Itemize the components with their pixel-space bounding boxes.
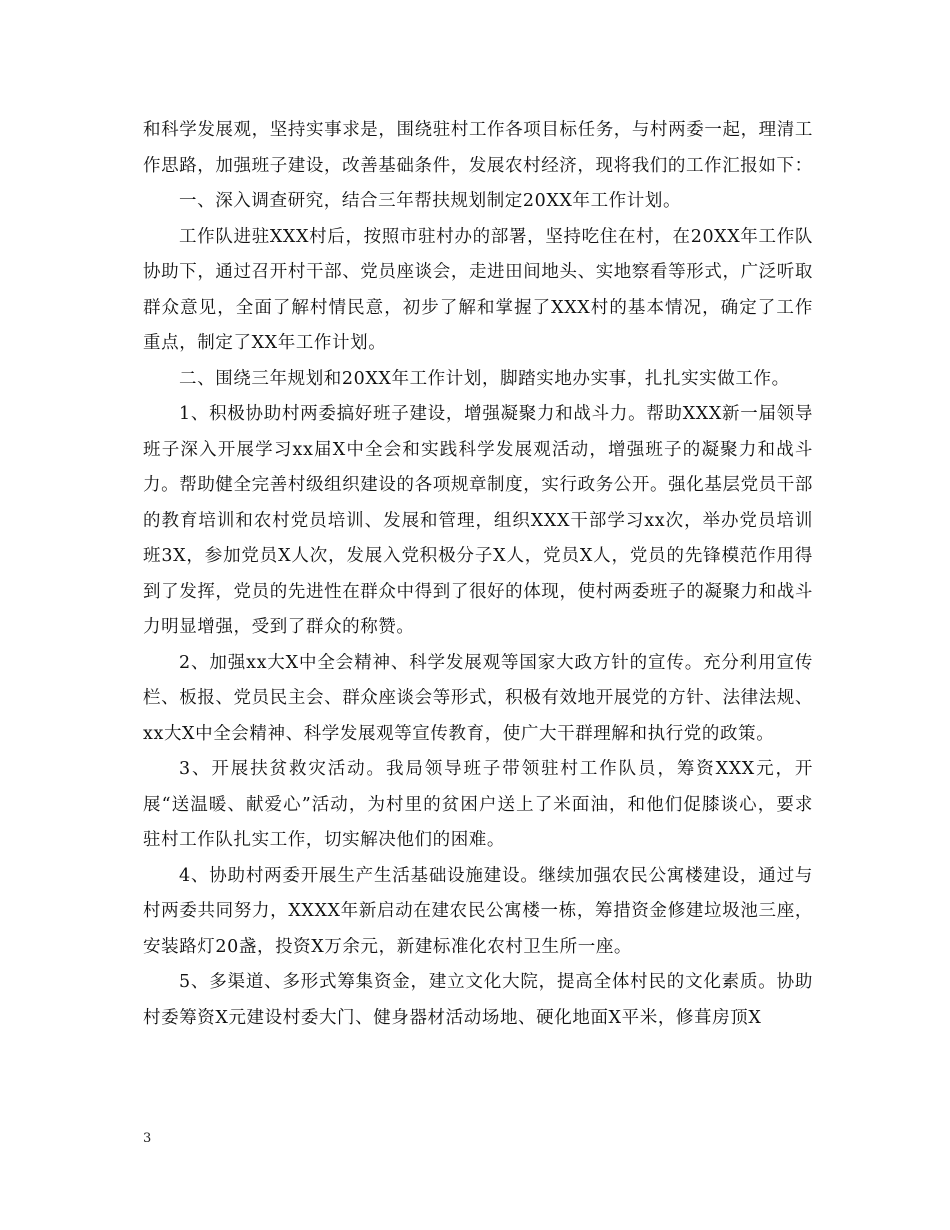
heading-section-2: 二、围绕三年规划和20XX年工作计划，脚踏实地办实事，扎扎实实做工作。 (179, 368, 790, 389)
heading-section-1: 一、深入调查研究，结合三年帮扶规划制定20XX年工作计划。 (179, 191, 682, 211)
paragraph-item-5: 5、多渠道、多形式筹集资金，建立文化大院，提高全体村民的文化素质。协助村委筹资X元建设村委大门、健身器材活动场地、硬化地面X平米，修葺房顶X (143, 972, 813, 1028)
paragraph-item-4: 4、协助村两委开展生产生活基础设施建设。继续加强农民公寓楼建设，通过与村两委共同努力，XXXX年新启动在建农民公寓楼一栋，筹措资金修建垃圾池三座，安装路灯20盏，投资X万余元，新建标准化农村卫生所一座。 (143, 865, 813, 957)
paragraph-section-1: 工作队进驻XXX村后，按照市驻村办的部署，坚持吃住在村，在20XX年工作队协助下，通过召开村干部、党员座谈会，走进田间地头、实地察看等形式，广泛听取群众意见，全面了解村情民意，初步了解和掌握了XXX村的基本情况，确定了工作重点，制定了XX年工作计划。 (143, 226, 813, 353)
paragraph-item-2: 2、加强xx大X中全会精神、科学发展观等国家大政方针的宣传。充分利用宣传栏、板报、党员民主会、群众座谈会等形式，积极有效地开展党的方针、法律法规、xx大X中全会精神、科学发展观等宣传教育，使广大干群理解和执行党的政策。 (143, 652, 813, 744)
paragraph-item-1: 1、积极协助村两委搞好班子建设，增强凝聚力和战斗力。帮助XXX新一届领导班子深入开展学习xx届X中全会和实践科学发展观活动，增强班子的凝聚力和战斗力。帮助健全完善村级组织建设的各项规章制度，实行政务公开。强化基层党员干部的教育培训和农村党员培训、发展和管理，组织XXX干部学习xx次，举办党员培训班3X，参加党员X人次，发展入党积极分子X人，党员X人，党员的先锋模范作用得到了发挥，党员的先进性在群众中得到了很好的体现，使村两委班子的凝聚力和战斗力明显增强，受到了群众的称赞。 (143, 404, 813, 637)
paragraph-item-3: 3、开展扶贫救灾活动。我局领导班子带领驻村工作队员，筹资XXX元，开展“送温暖、献爱心”活动，为村里的贫困户送上了米面油，和他们促膝谈心，要求驻村工作队扎实工作，切实解决他们的困难。 (143, 759, 813, 850)
document-body (143, 113, 813, 1036)
paragraph-intro-continuation: 和科学发展观，坚持实事求是，围绕驻村工作各项目标任务，与村两委一起，理清工作思路，加强班子建设，改善基础条件，发展农村经济，现将我们的工作汇报如下： (143, 120, 813, 176)
page-number: 3 (143, 1131, 152, 1146)
